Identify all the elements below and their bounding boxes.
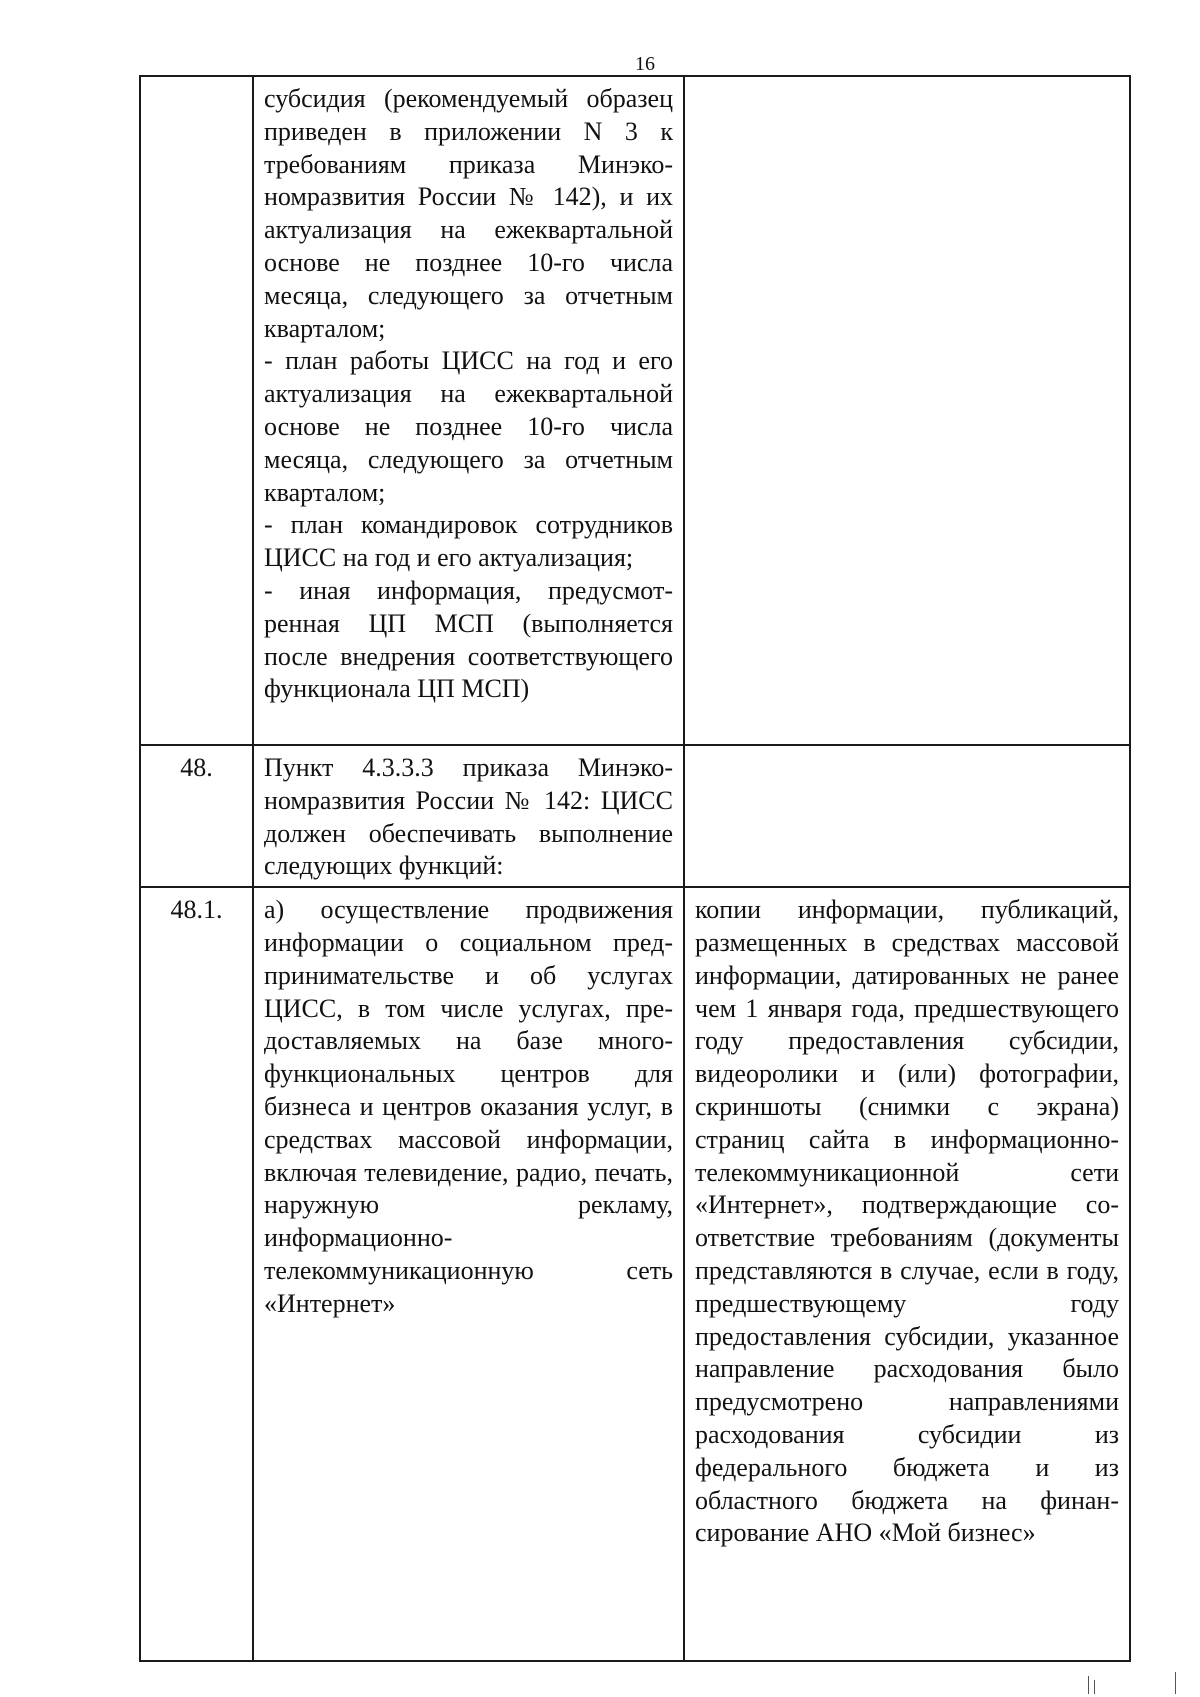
requirement-paragraph: - план работы ЦИСС на год и его актуализация на ежеквартальной основе не позднее 10-го числа месяца, следующего за отчетным кварталом; bbox=[264, 346, 673, 507]
documents-cell bbox=[684, 745, 1130, 887]
row-number-cell: 48.1. bbox=[140, 887, 253, 1661]
documents-cell bbox=[684, 76, 1130, 745]
table-row bbox=[140, 887, 1130, 1661]
scan-artifact bbox=[1175, 1672, 1176, 1694]
row-number-cell: 48. bbox=[140, 745, 253, 887]
requirements-table bbox=[139, 75, 1131, 1662]
requirement-paragraph: Пункт 4.3.3.3 приказа Минэкономразвития России № 142: ЦИСС должен обеспечивать выполнение следующих функций: bbox=[264, 753, 673, 881]
requirement-paragraph: субсидия (рекомендуемый образец приведен в приложении N 3 к требованиям приказа Минэкономразвития России № 142), и их актуализация на ежеквартальной основе не позднее 10-го числа месяца, следующего за отчетным кварталом; bbox=[264, 84, 673, 343]
requirement-paragraph: - план командировок сотрудников ЦИСС на год и его актуализация; bbox=[264, 510, 673, 573]
requirement-paragraph: - иная информация, предусмотренная ЦП МСП (выполняется после внедрения соответствующего функционала ЦП МСП) bbox=[264, 575, 673, 704]
table-row bbox=[140, 76, 1130, 745]
requirement-cell bbox=[253, 887, 684, 1661]
requirement-paragraph: а) осуществление продвижения информации о социальном предпринимательстве и об услугах ЦИСС, в том числе услугах, предоставляемых на базе многофункциональных центров для бизнеса и центров оказания услуг, в средствах массовой информации, включая телевидение, радио, печать, наружную рекламу, информационно-телекоммуникационную сеть «Интернет» bbox=[264, 895, 673, 1318]
requirement-cell bbox=[253, 745, 684, 887]
page-number: 16 bbox=[635, 53, 655, 75]
documents-cell bbox=[684, 887, 1130, 1661]
scan-artifact bbox=[1094, 1680, 1095, 1694]
requirement-cell bbox=[253, 76, 684, 745]
row-number-cell bbox=[140, 76, 253, 745]
table-row bbox=[140, 745, 1130, 887]
scan-artifact bbox=[1088, 1676, 1089, 1694]
documents-paragraph: копии информации, публикаций, размещенных в средствах массовой информации, датированных не ранее чем 1 января года, предшествующего году предоставления субсидии, видеоролики и (или) фотографии, скриншоты (снимки с экрана) страниц сайта в информационно-телекоммуникационной сети «Интернет», подтверждающие соответствие требованиям (документы представляются в случае, если в году, предшествующему году предоставления субсидии, указанное направление расходования было предусмотрено направлениями расходования субсидии из федерального бюджета и из областного бюджета на финансирование АНО «Мой бизнес» bbox=[695, 895, 1119, 1548]
